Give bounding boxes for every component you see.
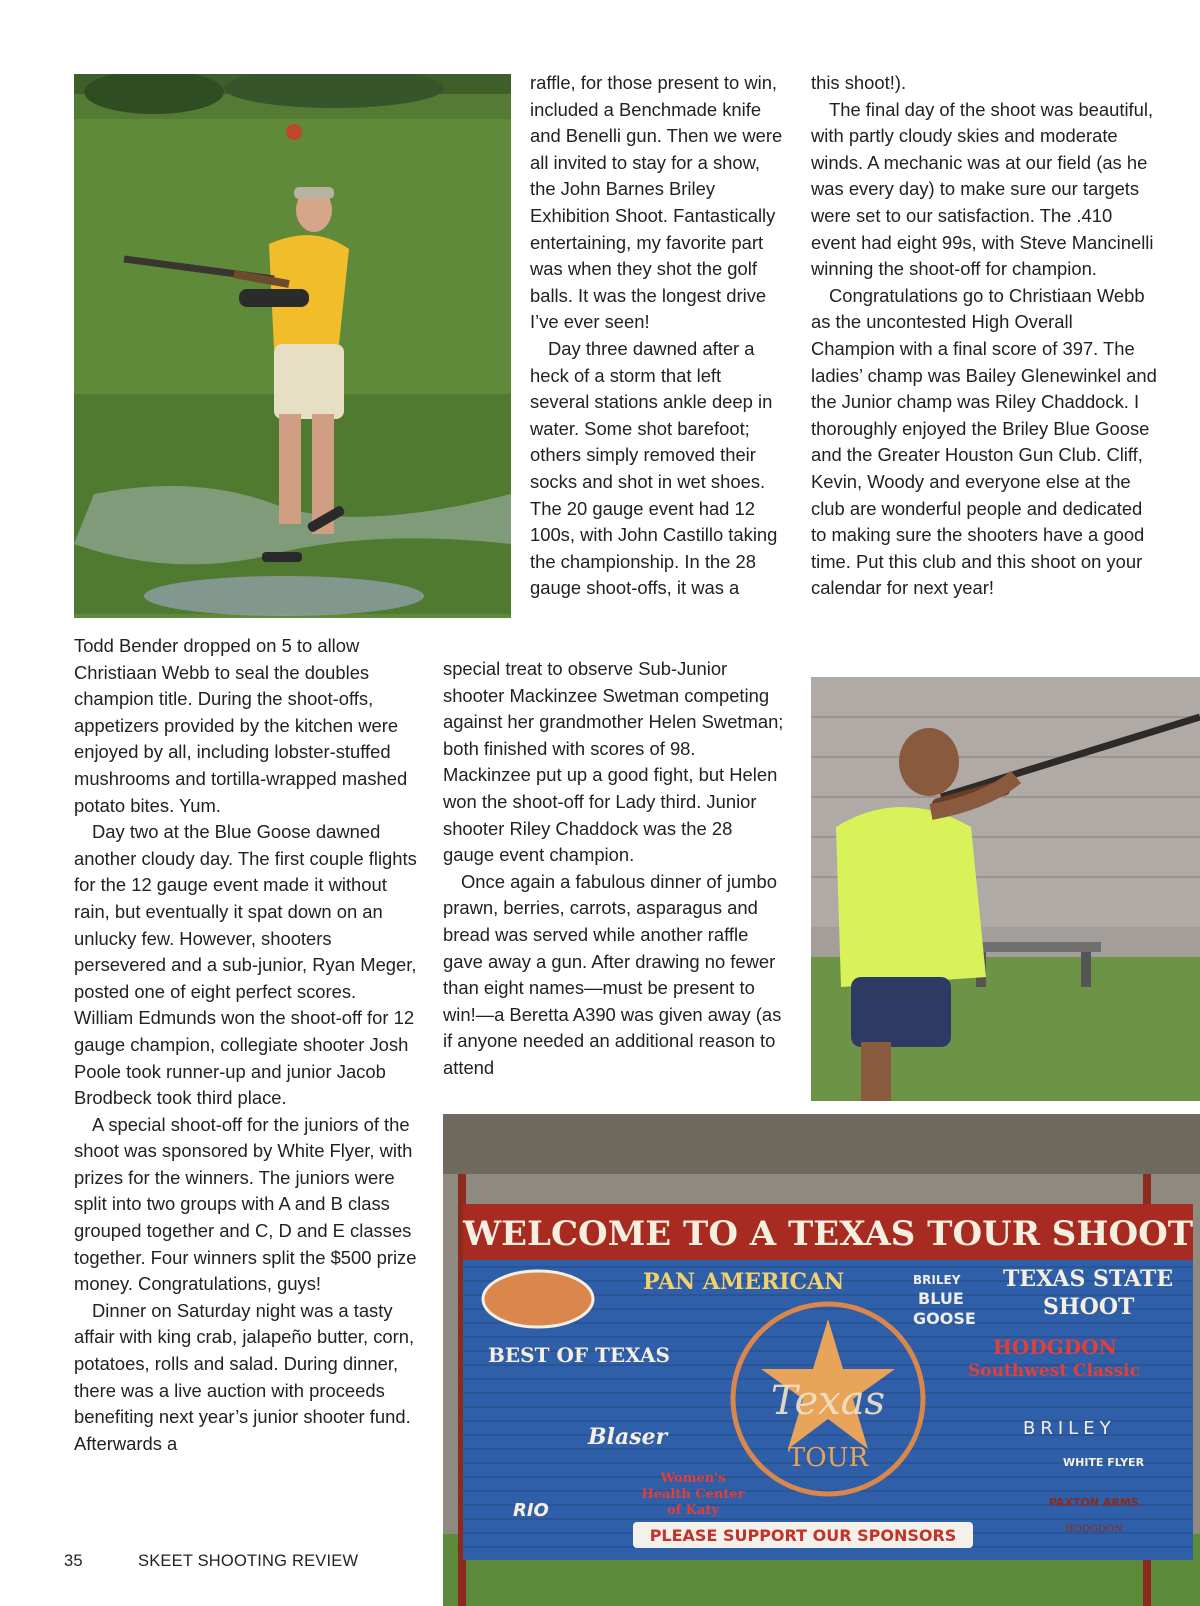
sign-tour: TOUR — [787, 1443, 869, 1473]
sign-briley-goose-1: BRILEY — [913, 1273, 961, 1287]
photo-shooter-grass — [74, 74, 511, 618]
publication-name: SKEET SHOOTING REVIEW — [138, 1552, 359, 1570]
photo-sponsor-sign — [443, 1114, 1200, 1606]
sign-best-of-texas: BEST OF TEXAS — [488, 1343, 670, 1367]
paragraph: Once again a fabulous dinner of jumbo prawn, berries, carrots, asparagus and bread was served while another raffle gave away a gun. After drawing no fewer than eight names—must be present to win!—a Beretta A390 was given away (as if anyone needed an additional reason to attend — [443, 870, 782, 1078]
paragraph: Congratulations go to Christiaan Webb as the uncontested High Overall Champion with a final score of 397. The ladies’ champ was Bailey Glenewinkel and the Junior champ was Riley Chaddock. I thoroughly enjoyed the Briley Blue Goose and the Greater Houston Gun Club. Cliff, Kevin, Woody and everyone else at the club are wonderful people and dedicated to making sure the shooters have a good time. Put this club and this shoot on your calendar for next year! — [811, 284, 1157, 599]
sign-rio: RIO — [513, 1500, 549, 1521]
sign-texas-script: Texas — [770, 1378, 886, 1424]
sign-blaser: Blaser — [588, 1424, 668, 1450]
column-middle-top — [530, 70, 785, 602]
shooter-field-image — [811, 677, 1200, 1101]
sign-texas-state-1: TEXAS STATE — [1003, 1266, 1174, 1292]
sign-hodgdon: HODGDON — [993, 1335, 1117, 1359]
sign-texas-state-2: SHOOT — [1043, 1294, 1135, 1320]
sign-southwest-classic: Southwest Classic — [968, 1361, 1140, 1381]
sign-briley-right: BRILEY — [1023, 1418, 1116, 1439]
shooter-grass-image — [74, 74, 511, 618]
paragraph: raffle, for those present to win, included a Benchmade knife and Benelli gun. Then we were all invited to stay for a show, the John Barnes Briley Exhibition Shoot. Fantastically entertaining, my favorite part was when they shot the golf balls. It was the longest drive I’ve ever seen! — [530, 72, 783, 333]
column-right — [811, 70, 1161, 602]
paragraph: Day two at the Blue Goose dawned another cloudy day. The first couple flights for the 12 gauge event made it without rain, but eventually it spat down on an unlucky few. However, shooters persevered and a sub-junior, Ryan Meger, posted one of eight perfect scores. William Edmunds won the shoot-off for 12 gauge champion, collegiate shooter Josh Poole took runner-up and junior Jacob Brodbeck took third place. — [74, 821, 417, 1109]
paragraph: this shoot!). — [811, 72, 907, 93]
paragraph: Day three dawned after a heck of a storm that left several stations ankle deep in water. Some shot barefoot; others simply removed their socks and shot in wet shoes. The 20 gauge event had 12 100s, with John Castillo taking the championship. In the 28 gauge shoot-offs, it was a — [530, 337, 778, 599]
paragraph: Dinner on Saturday night was a tasty affair with king crab, jalapeño butter, corn, potatoes, rolls and salad. During dinner, there was a live auction with proceeds benefiting next year’s junior shooter fund. Afterwards a — [74, 1299, 415, 1454]
paragraph: special treat to observe Sub-Junior shooter Mackinzee Swetman competing against her grandmother Helen Swetman; both finished with scores of 98. Mackinzee put up a good fight, but Helen won the shoot-off for Lady third. Junior shooter Riley Chaddock was the 28 gauge event champion. — [443, 658, 784, 866]
paragraph: Todd Bender dropped on 5 to allow Christiaan Webb to seal the doubles champion title. During the shoot-offs, appetizers provided by the kitchen were enjoyed by all, including lobster-stuffed mushrooms and tortilla-wrapped mashed potato bites. Yum. — [74, 635, 408, 816]
sign-paxton-arms: PAXTON ARMS — [1049, 1496, 1139, 1509]
sign-headline: WELCOME TO A TEXAS TOUR SHOOT — [462, 1214, 1194, 1254]
page-number: 35 — [64, 1552, 83, 1570]
sign-pan-american: PAN AMERICAN — [643, 1269, 845, 1295]
sign-hodgdon-small: HODGDON — [1065, 1524, 1123, 1535]
sign-briley-goose-2: BLUE — [918, 1289, 964, 1308]
paragraph: The final day of the shoot was beautiful, with partly cloudy skies and moderate winds. A mechanic was at our field (as he was every day) to make sure our targets were set to our satisfaction. The .410 event had eight 99s, with Steve Mancinelli winning the shoot-off for champion. — [811, 98, 1154, 280]
sign-womens-3: of Katy — [666, 1503, 720, 1518]
column-left — [74, 633, 418, 1457]
sign-womens-1: Women's — [660, 1471, 726, 1486]
sign-white-flyer: WHITE FLYER — [1063, 1456, 1145, 1469]
paragraph: A special shoot-off for the juniors of the shoot was sponsored by White Flyer, with prizes for the winners. The juniors were split into two groups with A and B class grouped together and C, D and E classes together. Four winners split the $500 prize money. Congratulations, guys! — [74, 1113, 417, 1295]
photo-shooter-field — [811, 677, 1200, 1101]
sign-womens-2: Health Center — [641, 1487, 745, 1502]
sponsor-sign-image — [443, 1114, 1200, 1606]
column-middle-bottom — [443, 656, 788, 1082]
sign-support: PLEASE SUPPORT OUR SPONSORS — [649, 1526, 957, 1545]
sign-briley-goose-3: GOOSE — [913, 1309, 976, 1328]
